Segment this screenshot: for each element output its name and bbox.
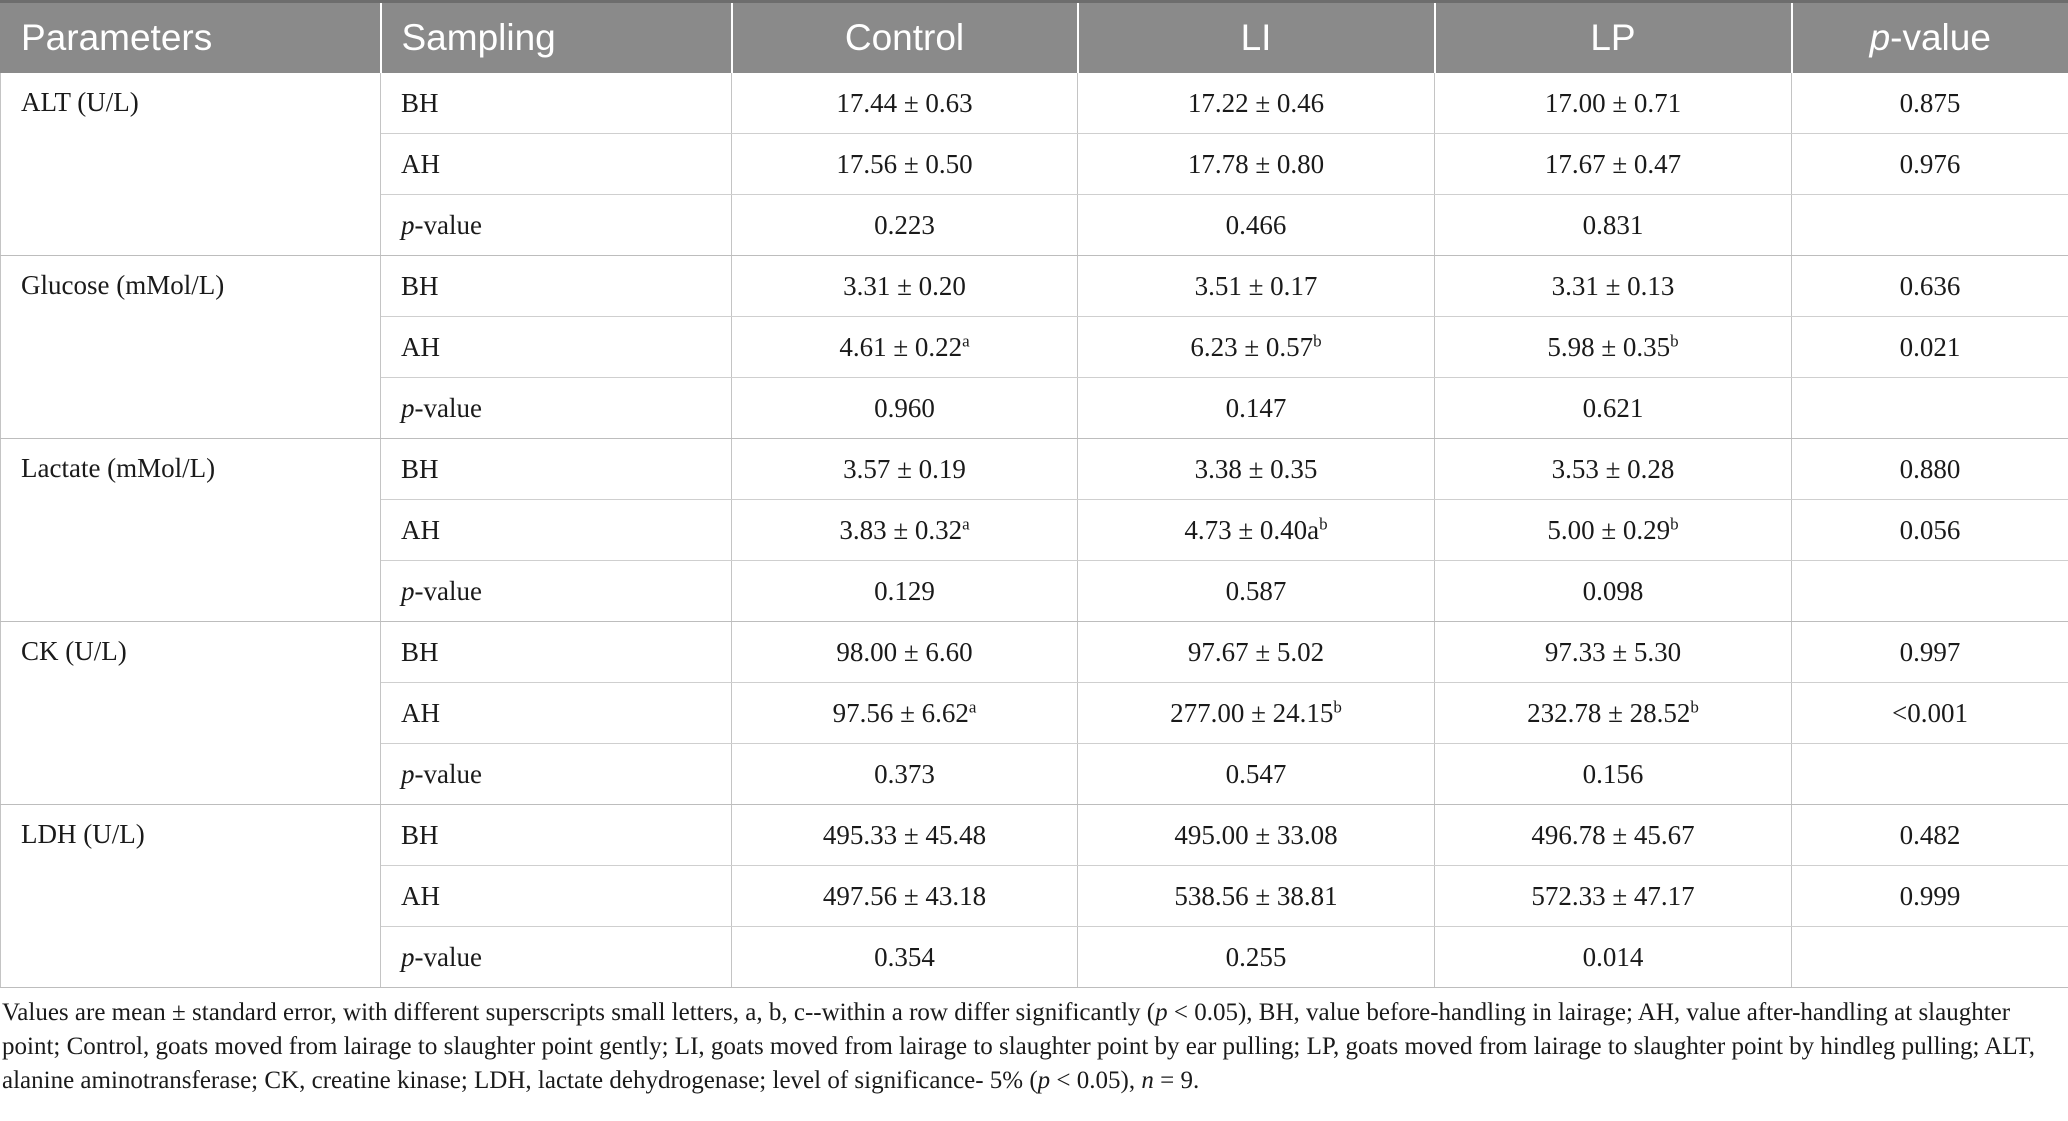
footnote-symbol: n [1141,1067,1154,1094]
control-value: 0.354 [874,941,935,972]
pvalue-cell: <0.001 [1792,683,2068,744]
lp-value: 0.831 [1582,209,1644,240]
pvalue-cell: 0.999 [1792,866,2068,927]
column-header-label: Parameters [21,17,213,58]
li-superscript: b [1333,697,1342,717]
lp-value: 0.098 [1582,575,1644,606]
lp-superscript: b [1670,514,1679,534]
pvalue-cell: 0.875 [1792,73,2068,134]
li-cell [1078,378,1435,439]
li-value: 97.67 ± 5.02 [1187,636,1325,667]
lp-value: 3.53 ± 0.28 [1551,453,1675,484]
control-value: 0.373 [874,758,935,789]
sampling-label: -value [414,575,482,606]
li-value: 0.547 [1225,758,1287,789]
li-superscript: b [1319,514,1328,534]
parameter-cell: CK (U/L) [1,622,381,805]
lp-value: 97.33 ± 5.30 [1544,636,1682,667]
lp-cell [1435,73,1792,134]
lp-value: 496.78 ± 45.67 [1531,819,1695,850]
sampling-label: -value [414,392,482,423]
sampling-label: AH [401,148,440,179]
lp-cell [1435,561,1792,622]
column-header-label: Sampling [401,17,556,58]
sampling-label: BH [401,636,439,667]
column-header-label: LP [1590,17,1636,58]
control-value: 497.56 ± 43.18 [822,880,987,911]
li-cell [1078,866,1435,927]
sampling-cell [381,561,732,622]
li-cell [1078,317,1435,378]
column-header [1435,2,1792,74]
lp-cell [1435,439,1792,500]
pvalue-cell [1792,744,2068,805]
sampling-cell [381,744,732,805]
lp-value: 3.31 ± 0.13 [1551,270,1675,301]
control-value: 17.56 ± 0.50 [836,148,973,179]
li-cell [1078,439,1435,500]
lp-cell [1435,378,1792,439]
lp-cell [1435,500,1792,561]
lp-value: 232.78 ± 28.52 [1527,697,1691,728]
lp-cell [1435,256,1792,317]
pvalue-cell [1792,378,2068,439]
table-body [1,73,2068,988]
sampling-label: AH [401,697,440,728]
table-header [1,2,2068,74]
pvalue-cell: 0.997 [1792,622,2068,683]
control-value: 3.31 ± 0.20 [843,270,966,301]
control-value: 17.44 ± 0.63 [836,87,973,118]
li-cell [1078,561,1435,622]
sampling-label: -value [414,758,482,789]
control-cell [732,73,1078,134]
parameter-cell: LDH (U/L) [1,805,381,988]
sampling-label: BH [401,453,439,484]
lp-cell [1435,866,1792,927]
sampling-italic: p [401,575,415,606]
footnote-symbol: p [1155,999,1168,1026]
sampling-label: AH [401,880,440,911]
li-value: 0.255 [1225,941,1287,972]
li-value: 3.38 ± 0.35 [1194,453,1318,484]
column-header [381,2,732,74]
pvalue-cell: 0.976 [1792,134,2068,195]
li-cell [1078,134,1435,195]
sampling-cell [381,73,732,134]
table-row [1,439,2068,500]
control-cell [732,927,1078,988]
table-row [1,805,2068,866]
lp-cell [1435,317,1792,378]
li-superscript: b [1313,331,1322,351]
li-cell [1078,744,1435,805]
sampling-label: AH [401,331,440,362]
li-value: 0.466 [1225,209,1287,240]
control-cell [732,378,1078,439]
control-cell [732,561,1078,622]
sampling-label: BH [401,270,439,301]
li-value: 277.00 ± 24.15 [1170,697,1334,728]
lp-superscript: b [1670,331,1679,351]
sampling-italic: p [401,941,415,972]
control-value: 98.00 ± 6.60 [836,636,973,667]
li-value: 0.147 [1225,392,1287,423]
pvalue-cell [1792,927,2068,988]
control-value: 4.61 ± 0.22 [839,331,963,362]
sampling-italic: p [401,758,415,789]
control-superscript: a [962,331,970,351]
control-superscript: a [968,697,977,717]
li-value: 0.587 [1225,575,1287,606]
control-cell [732,195,1078,256]
sampling-label: AH [401,514,440,545]
lp-value: 0.621 [1582,392,1644,423]
column-header [1792,2,2068,74]
sampling-italic: p [401,392,415,423]
sampling-cell [381,622,732,683]
li-value: 3.51 ± 0.17 [1194,270,1318,301]
sampling-cell [381,317,732,378]
control-cell [732,622,1078,683]
control-superscript: a [962,514,970,534]
parameter-cell: Lactate (mMol/L) [1,439,381,622]
column-header-italic: p [1869,17,1891,58]
li-cell [1078,73,1435,134]
footnote-symbol: p [1037,1067,1051,1094]
sampling-cell [381,683,732,744]
pvalue-cell: 0.021 [1792,317,2068,378]
sampling-cell [381,805,732,866]
li-value: 495.00 ± 33.08 [1174,819,1338,850]
lp-value: 0.156 [1582,758,1644,789]
table-row [1,73,2068,134]
li-value: 17.78 ± 0.80 [1187,148,1325,179]
lp-value: 0.014 [1582,941,1644,972]
control-value: 3.83 ± 0.32 [839,514,963,545]
li-cell [1078,256,1435,317]
pvalue-cell: 0.056 [1792,500,2068,561]
control-cell [732,683,1078,744]
pvalue-cell: 0.880 [1792,439,2068,500]
sampling-cell [381,195,732,256]
lp-superscript: b [1690,697,1699,717]
li-value: 17.22 ± 0.46 [1187,87,1325,118]
pvalue-cell [1792,561,2068,622]
li-value: 6.23 ± 0.57 [1190,331,1314,362]
control-cell [732,317,1078,378]
li-cell [1078,805,1435,866]
lp-value: 572.33 ± 47.17 [1531,880,1695,911]
column-header-label: -value [1890,17,1991,58]
column-header-label: LI [1240,17,1272,58]
control-value: 0.960 [874,392,935,423]
column-header-label: Control [844,17,965,58]
sampling-cell [381,866,732,927]
control-value: 0.223 [874,209,935,240]
sampling-italic: p [401,209,415,240]
sampling-label: -value [414,209,482,240]
control-cell [732,500,1078,561]
control-cell [732,256,1078,317]
lp-value: 17.67 ± 0.47 [1544,148,1682,179]
lp-cell [1435,195,1792,256]
pvalue-cell: 0.636 [1792,256,2068,317]
lp-value: 17.00 ± 0.71 [1544,87,1682,118]
li-value: 4.73 ± 0.40a [1184,514,1320,545]
control-cell [732,744,1078,805]
control-cell [732,439,1078,500]
control-cell [732,134,1078,195]
control-value: 97.56 ± 6.62 [832,697,969,728]
sampling-cell [381,378,732,439]
lp-cell [1435,683,1792,744]
control-value: 0.129 [874,575,935,606]
li-value: 538.56 ± 38.81 [1174,880,1338,911]
li-cell [1078,195,1435,256]
li-cell [1078,622,1435,683]
sampling-cell [381,927,732,988]
parameter-cell: ALT (U/L) [1,73,381,256]
header-row [1,2,2068,74]
sampling-label: BH [401,87,439,118]
li-cell [1078,927,1435,988]
sampling-cell [381,500,732,561]
column-header [1,2,381,74]
table-row [1,256,2068,317]
parameter-cell: Glucose (mMol/L) [1,256,381,439]
pvalue-cell [1792,195,2068,256]
lp-cell [1435,622,1792,683]
sampling-cell [381,439,732,500]
sampling-label: BH [401,819,439,850]
table-footnote: Values are mean ± standard error, with different superscripts small letters, a, b, c--within a row differ significantly (p < 0.05), BH, value before-handling in lairage; AH, value after-handling at slaughter point; Control, goats moved from lairage to slaughter point gently; LI, goats moved from lairage to slaughter point by ear pulling; LP, goats moved from lairage to slaughter point by hindleg pulling; ALT, alanine aminotransferase; CK, creatine kinase; LDH, lactate dehydrogenase; level of significance- 5% (p < 0.05), n = 9. [2,999,2035,1094]
lp-value: 5.98 ± 0.35 [1547,331,1671,362]
control-cell [732,805,1078,866]
li-cell [1078,683,1435,744]
column-header [1078,2,1435,74]
li-cell [1078,500,1435,561]
sampling-cell [381,256,732,317]
lp-cell [1435,744,1792,805]
sampling-cell [381,134,732,195]
control-value: 3.57 ± 0.19 [843,453,966,484]
lp-cell [1435,805,1792,866]
control-cell [732,866,1078,927]
lp-value: 5.00 ± 0.29 [1547,514,1671,545]
sampling-label: -value [414,941,482,972]
column-header [732,2,1078,74]
pvalue-cell: 0.482 [1792,805,2068,866]
table-row [1,622,2068,683]
control-value: 495.33 ± 45.48 [822,819,987,850]
lp-cell [1435,927,1792,988]
lp-cell [1435,134,1792,195]
